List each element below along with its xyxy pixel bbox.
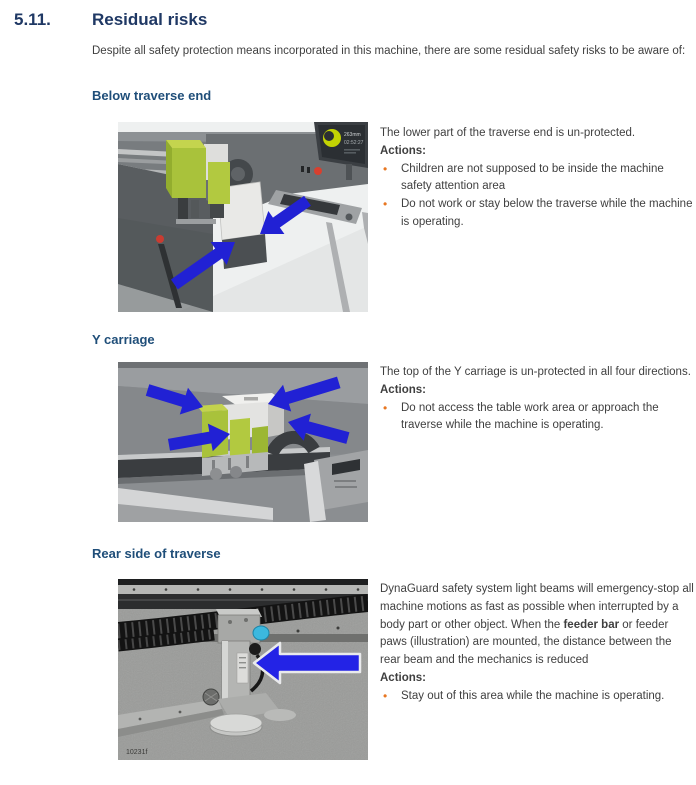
section-body: The top of the Y carriage is un-protected in all four directions. bbox=[380, 366, 691, 378]
emergency-stop-button-render bbox=[314, 167, 322, 175]
bullet-icon: • bbox=[383, 400, 388, 415]
section-text-below-traverse-end bbox=[380, 125, 694, 232]
display-readout-1: 263mm bbox=[344, 132, 361, 138]
subheading-y-carriage: Y carriage bbox=[92, 332, 155, 347]
action-bullet bbox=[380, 161, 694, 197]
subheading-below-traverse-end: Below traverse end bbox=[92, 88, 212, 103]
subheading-rear-side-of-traverse: Rear side of traverse bbox=[92, 546, 221, 561]
y-carriage-illustration bbox=[118, 362, 368, 522]
section-body bbox=[380, 581, 694, 670]
section-body: The lower part of the traverse end is un-protected. bbox=[380, 127, 636, 139]
blue-knob bbox=[253, 626, 269, 640]
rear-traverse-photo bbox=[118, 579, 368, 760]
action-bullet bbox=[380, 400, 694, 436]
actions-list bbox=[380, 161, 694, 232]
machine-render bbox=[118, 122, 368, 312]
bullet-text: Stay out of this area while the machine is operating. bbox=[401, 689, 665, 702]
machine-render bbox=[118, 362, 368, 522]
machine-photo bbox=[118, 579, 368, 760]
actions-list bbox=[380, 400, 694, 436]
display-readout-2: 02:52:27 bbox=[344, 140, 364, 146]
actions-list bbox=[380, 688, 694, 706]
actions-label: Actions: bbox=[380, 672, 426, 685]
bullet-icon: • bbox=[383, 197, 388, 212]
photo-label: 10231f bbox=[126, 749, 148, 756]
bullet-text: Do not work or stay below the traverse while the machine is operating. bbox=[401, 198, 693, 229]
actions-label: Actions: bbox=[380, 383, 426, 396]
action-bullet bbox=[380, 688, 694, 706]
bullet-text: Do not access the table work area or approach the traverse while the machine is operating. bbox=[401, 401, 659, 432]
section-text-y-carriage bbox=[380, 364, 694, 435]
section-number: 5.11. bbox=[14, 10, 51, 29]
action-bullet bbox=[380, 196, 694, 232]
body-text-pre: DynaGuard safety system light beams will emergency-stop all machine motions as fast as possible when interrupted by a body part or other object. When the bbox=[380, 583, 694, 631]
below-traverse-end-illustration bbox=[118, 122, 368, 312]
bullet-icon: • bbox=[383, 161, 388, 176]
page-title: Residual risks bbox=[92, 10, 208, 29]
bullet-icon: • bbox=[383, 688, 388, 703]
section-text-rear-traverse bbox=[380, 581, 694, 706]
body-text-post: or feeder paws (illustration) are mounted, the distance between the rear beam and the mechanics is reduced bbox=[380, 618, 672, 667]
actions-label: Actions: bbox=[380, 144, 426, 157]
intro-paragraph: Despite all safety protection means incorporated in this machine, there are some residual safety risks to be aware of: bbox=[92, 45, 686, 57]
bullet-text: Children are not supposed to be inside the machine safety attention area bbox=[401, 162, 664, 193]
body-text-bold: feeder bar bbox=[563, 618, 620, 631]
